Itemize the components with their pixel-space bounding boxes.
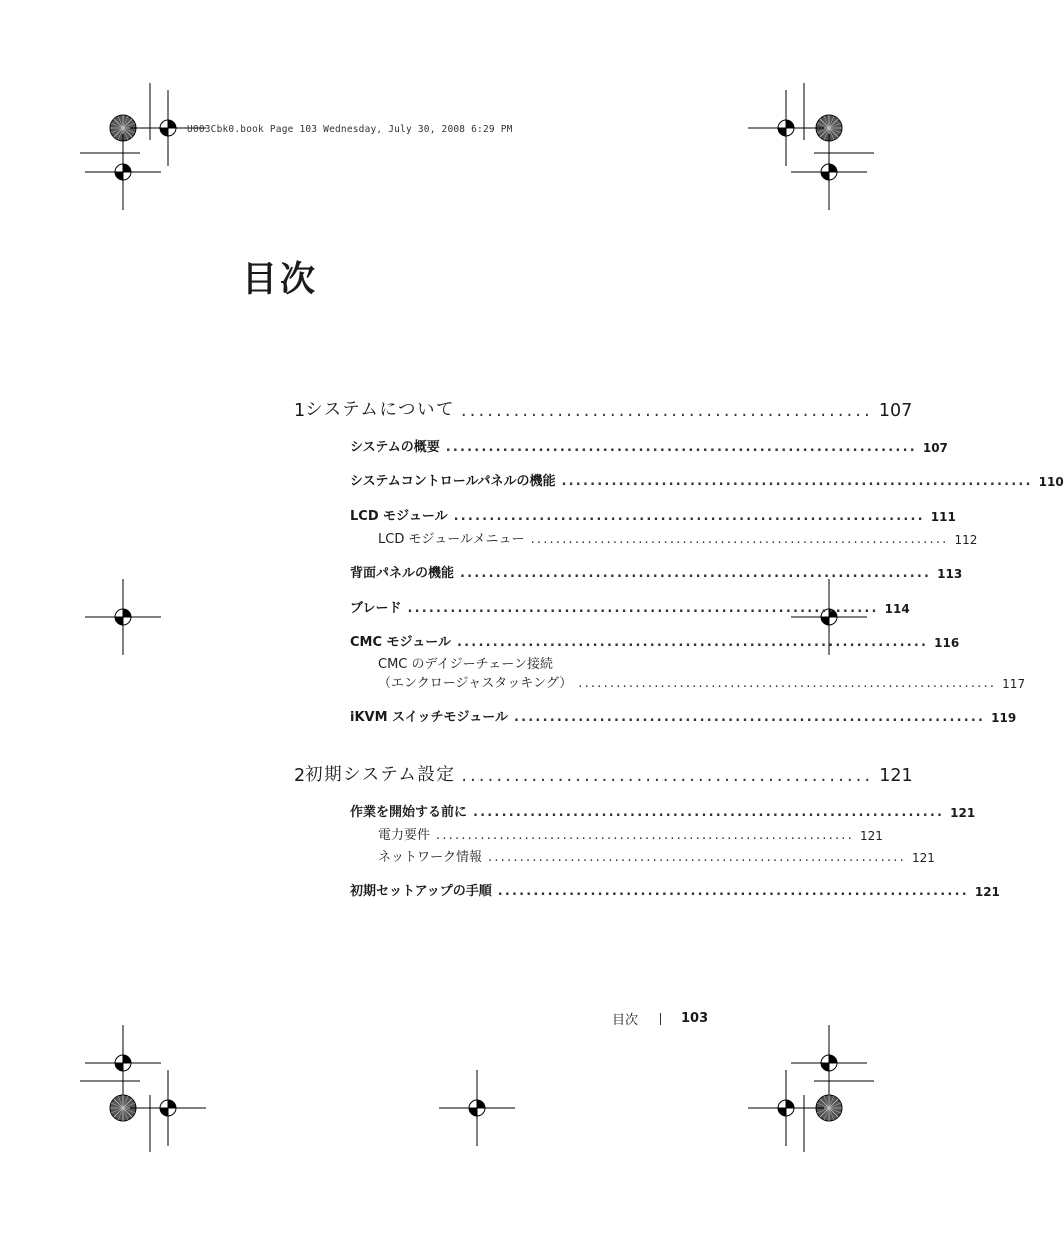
subsection-page: 121 <box>911 851 935 865</box>
leader-dots: .................................................................. <box>488 850 906 865</box>
toc-section-lcd-module[interactable] <box>350 505 956 524</box>
leader-dots: .................................................................. <box>436 828 854 843</box>
registration-cross-icon <box>85 1025 161 1101</box>
toc-section-system-overview[interactable] <box>350 436 948 455</box>
registration-cross-icon <box>130 1070 206 1146</box>
registration-cross-icon <box>85 134 161 210</box>
section-title: iKVM スイッチモジュール <box>350 710 509 725</box>
leader-dots: ............................................... <box>461 766 874 786</box>
toc-chapter-2[interactable] <box>294 761 913 786</box>
toc-section-back-panel[interactable] <box>350 562 963 581</box>
subsection-page: 121 <box>859 829 883 843</box>
toc-section-ikvm[interactable] <box>350 706 1017 725</box>
section-page: 107 <box>922 441 948 455</box>
section-title: CMC モジュール <box>350 635 452 650</box>
chapter-page: 107 <box>878 401 913 421</box>
leader-dots: .................................................................. <box>473 805 945 820</box>
section-page: 121 <box>974 885 1000 899</box>
section-page: 111 <box>930 510 956 524</box>
footer-page-number: 103 <box>681 1011 709 1026</box>
chapter-page: 121 <box>879 766 913 786</box>
toc-section-initial-setup[interactable] <box>350 880 1000 899</box>
section-page: 114 <box>884 602 910 616</box>
print-header-meta: U003Cbk0.book Page 103 Wednesday, July 30, 2008 6:29 PM <box>187 124 513 135</box>
leader-dots: .................................................................. <box>457 635 929 650</box>
leader-dots: ............................................... <box>461 401 873 421</box>
subsection-title: ネットワーク情報 <box>378 850 483 865</box>
section-page: 110 <box>1038 475 1064 489</box>
leader-dots: .................................................................. <box>561 474 1033 489</box>
footer-divider <box>660 1013 661 1025</box>
subsection-page: 112 <box>954 533 978 547</box>
toc-section-blade[interactable] <box>350 597 910 616</box>
subsection-page: 117 <box>1002 677 1026 691</box>
footer-label: 目次 <box>612 1013 639 1028</box>
page-title: 目次 <box>242 260 319 300</box>
leader-dots: .................................................................. <box>407 601 879 616</box>
toc-section-cmc-module[interactable] <box>350 631 960 650</box>
toc-subsection-lcd-menu[interactable] <box>378 528 978 547</box>
subsection-title-line2: （エンクロージャスタッキング） <box>378 676 573 691</box>
registration-cross-icon <box>791 134 867 210</box>
toc-section-before-start[interactable] <box>350 801 976 820</box>
registration-cross-icon <box>748 1070 824 1146</box>
leader-dots: .................................................................. <box>445 440 917 455</box>
section-title: 作業を開始する前に <box>350 805 468 820</box>
chapter-number: 1 <box>294 401 306 421</box>
section-page: 113 <box>937 567 963 581</box>
page-footer <box>612 1009 708 1028</box>
leader-dots: .................................................................. <box>453 509 925 524</box>
registration-cross-icon <box>85 579 161 655</box>
leader-dots: .................................................................. <box>514 710 986 725</box>
registration-cross-icon <box>748 90 824 166</box>
leader-dots: .................................................................. <box>497 884 969 899</box>
subsection-title: LCD モジュールメニュー <box>378 532 525 547</box>
toc-subsection-power[interactable] <box>378 824 883 843</box>
toc-chapter-1[interactable] <box>294 396 913 421</box>
section-title: 背面パネルの機能 <box>350 566 455 581</box>
section-title: システムコントロールパネルの機能 <box>350 474 556 489</box>
section-title: LCD モジュール <box>350 509 448 524</box>
toc-subsection-cmc-daisy-chain[interactable] <box>378 653 1026 691</box>
leader-dots: .................................................................. <box>460 566 932 581</box>
subsection-title-line1: CMC のデイジーチェーン接続 <box>378 657 553 672</box>
chapter-title: 初期システム設定 <box>305 765 456 785</box>
section-title: ブレード <box>350 601 402 616</box>
section-page: 119 <box>991 711 1017 725</box>
chapter-title: システムについて <box>305 400 456 420</box>
toc-subsection-network[interactable] <box>378 846 935 865</box>
chapter-number: 2 <box>294 766 306 786</box>
section-page: 121 <box>950 806 976 820</box>
toc-section-control-panel[interactable] <box>350 470 1064 489</box>
registration-cross-icon <box>791 1025 867 1101</box>
section-title: システムの概要 <box>350 440 440 455</box>
section-page: 116 <box>934 636 960 650</box>
subsection-title: 電力要件 <box>378 828 431 843</box>
leader-dots: .................................................................. <box>530 532 949 547</box>
leader-dots: .................................................................. <box>578 676 997 691</box>
registration-cross-icon <box>439 1070 515 1146</box>
section-title: 初期セットアップの手順 <box>350 884 492 899</box>
